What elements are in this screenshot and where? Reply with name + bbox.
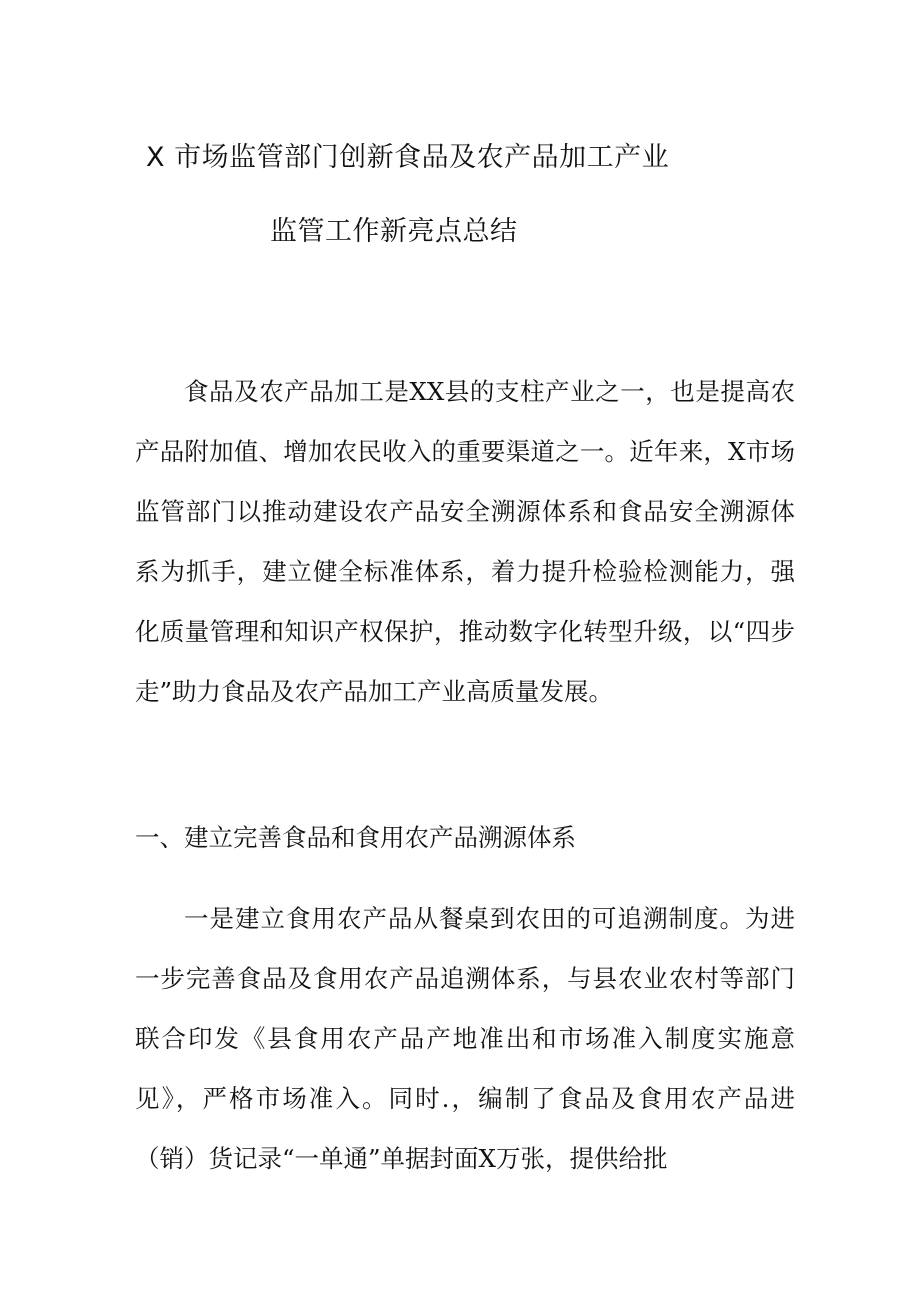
section-1-heading: 一、建立完善食品和食用农产品溯源体系: [135, 823, 576, 852]
document-title-line-2: 监管工作新亮点总结: [270, 216, 518, 247]
section-1-paragraph: 一是建立食用农产品从餐桌到农田的可追溯制度。为进一步完善食品及食用农产品追溯体系，与县农业农村等部门联合印发《县食用农产品产地准出和市场准入制度实施意见》，严格市场准入。同时.，编制了食品及食用农产品进（销）货记录“一单通”单据封面X万张，提供给批: [135, 904, 795, 1173]
document-title-line-1: X 市场监管部门创新食品及农产品加工产业: [146, 142, 670, 173]
intro-paragraph: 食品及农产品加工是XX县的支柱产业之一，也是提高农产品附加值、增加农民收入的重要渠道之一。近年来，X市场监管部门以推动建设农产品安全溯源体系和食品安全溯源体系为抓手，建立健全标准体系，着力提升检验检测能力，强化质量管理和知识产权保护，推动数字化转型升级，以“四步走”助力食品及农产品加工产业高质量发展。: [135, 377, 795, 706]
